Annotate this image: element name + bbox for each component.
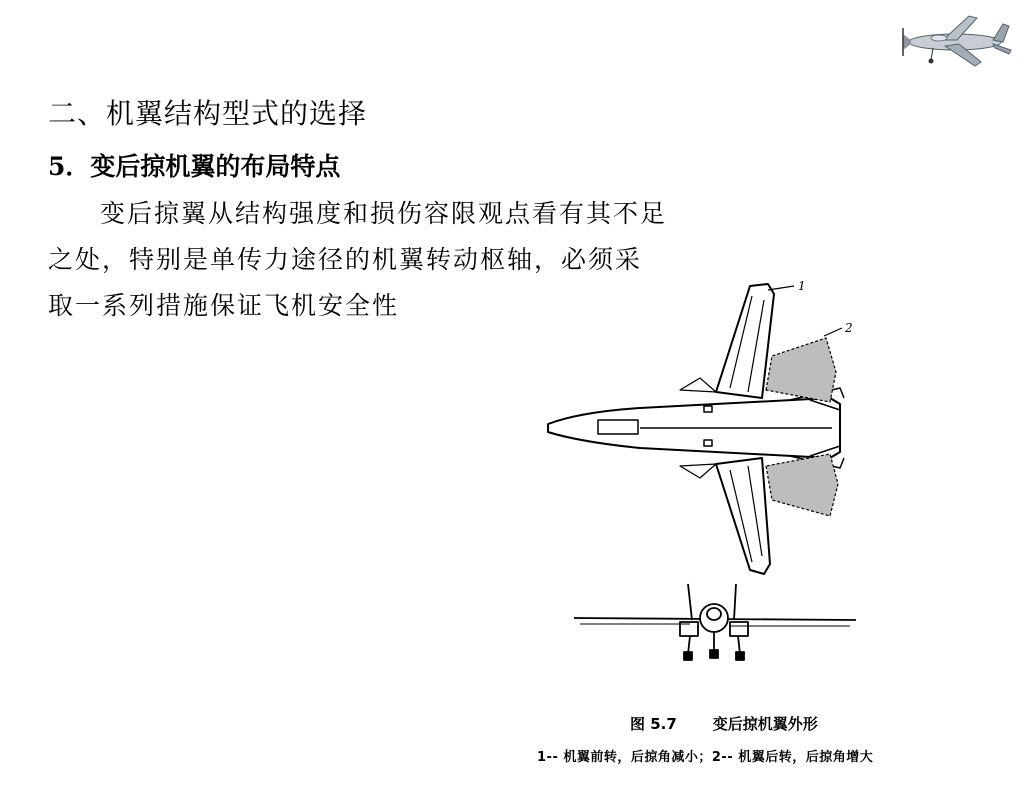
subheading: 5．变后掠机翼的布局特点 xyxy=(48,152,341,181)
figure-legend: 1-- 机翼前转，后掠角减小；2-- 机翼后转，后掠角增大 xyxy=(537,750,874,765)
propeller-airplane-icon xyxy=(893,10,1017,72)
section-title: 二、机翼结构型式的选择 xyxy=(48,97,368,130)
swept-wing-upper xyxy=(766,338,836,402)
swept-wing-lower xyxy=(766,454,838,516)
body-line-2: 之处，特别是单传力途径的机翼转动枢轴，必须采 xyxy=(48,245,643,274)
body-line-3: 取一系列措施保证飞机安全性 xyxy=(48,291,400,320)
callout-2: 2 xyxy=(845,321,853,335)
body-line-1: 变后掠翼从结构强度和损伤容限观点看有其不足 xyxy=(100,199,668,228)
figure-number: 图 5.7 xyxy=(630,715,677,733)
front-view xyxy=(574,584,856,660)
forward-wing-upper xyxy=(716,284,774,398)
callout-1: 1 xyxy=(798,280,806,293)
forward-wing-lower xyxy=(716,458,770,574)
figure-title: 变后掠机翼外形 xyxy=(712,715,818,733)
figure-caption xyxy=(630,713,818,734)
variable-sweep-wing-diagram xyxy=(540,280,870,670)
